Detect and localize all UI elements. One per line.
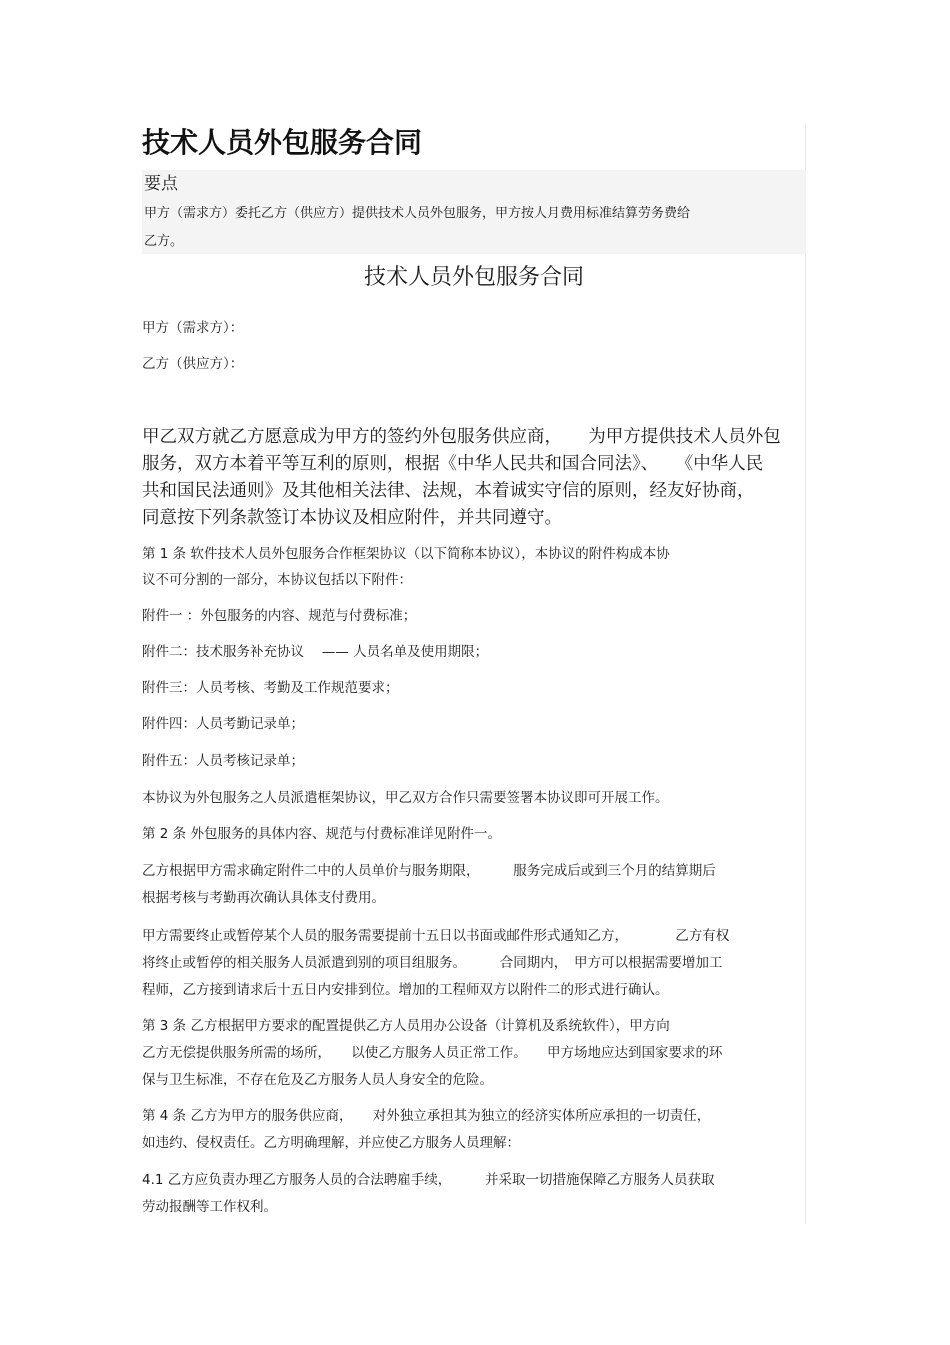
preamble-line: 同意按下列条款签订本协议及相应附件，并共同遵守。	[142, 508, 562, 528]
termination-line: 程师，乙方接到请求后十五日内安排到位。增加的工程师双方以附件二的形式进行确认。	[142, 982, 669, 998]
annex-item: 附件五：人员考核记录单；	[142, 753, 304, 769]
unit-price-line: 乙方根据甲方需求确定附件二中的人员单价与服务期限， 服务完成后或到三个月的结算期后	[142, 863, 716, 879]
termination-line: 将终止或暂停的相关服务人员派遣到别的项目组服务。 合同期内， 甲方可以根据需要增加工	[142, 955, 723, 971]
party-b-label: 乙方（供应方）：	[142, 356, 244, 372]
article-1-line: 第 1 条 软件技术人员外包服务合作框架协议（以下简称本协议），本协议的附件构成本协	[142, 546, 670, 562]
article-3-line: 乙方无偿提供服务所需的场所， 以使乙方服务人员正常工作。 甲方场地应达到国家要求的环	[142, 1045, 723, 1061]
article-3-line: 第 3 条 乙方根据甲方要求的配置提供乙方人员用办公设备（计算机及系统软件），甲方向	[142, 1018, 670, 1034]
party-a-label: 甲方（需求方）：	[142, 320, 244, 336]
summary-heading: 要点	[144, 174, 178, 194]
document-title: 技术人员外包服务合同	[142, 126, 423, 159]
annex-item: 附件三：人员考核、考勤及工作规范要求；	[142, 680, 399, 696]
document-page	[142, 124, 806, 1224]
clause-4-1-line: 4.1 乙方应负责办理乙方服务人员的合法聘雇手续， 并采取一切措施保障乙方服务人员获取	[142, 1172, 715, 1188]
unit-price-line: 根据考核与考勤再次确认具体支付费用。	[142, 890, 385, 906]
summary-line: 甲方（需求方）委托乙方（供应方）提供技术人员外包服务，甲方按人月费用标准结算劳务费给	[144, 206, 691, 221]
summary-line: 乙方。	[144, 234, 184, 249]
clause-4-1-line: 劳动报酬等工作权利。	[142, 1199, 277, 1215]
termination-line: 甲方需要终止或暂停某个人员的服务需要提前十五日以书面或邮件形式通知乙方， 乙方有权	[142, 928, 730, 944]
annex-item: 附件二：技术服务补充协议 —— 人员名单及使用期限；	[142, 644, 489, 660]
contract-title: 技术人员外包服务合同	[363, 265, 584, 290]
article-1-line: 议不可分割的一部分，本协议包括以下附件：	[142, 572, 412, 588]
article-4-line: 第 4 条 乙方为甲方的服务供应商， 对外独立承担其为独立的经济实体所应承担的一切责任，	[142, 1108, 711, 1124]
article-4-line: 如违约、侵权责任。乙方明确理解，并应使乙方服务人员理解：	[142, 1135, 520, 1151]
article-3-line: 保与卫生标准，不存在危及乙方服务人员人身安全的危险。	[142, 1072, 493, 1088]
framework-note: 本协议为外包服务之人员派遣框架协议，甲乙双方合作只需要签署本协议即可开展工作。	[142, 790, 669, 806]
annex-item: 附件四：人员考勤记录单；	[142, 716, 304, 732]
summary-box	[142, 170, 806, 254]
article-2: 第 2 条 外包服务的具体内容、规范与付费标准详见附件一。	[142, 826, 501, 842]
preamble-line: 共和国民法通则》及其他相关法律、法规，本着诚实守信的原则，经友好协商，	[142, 481, 755, 501]
annex-item: 附件一 ：外包服务的内容、规范与付费标准；	[142, 608, 417, 624]
preamble-line: 甲乙双方就乙方愿意成为甲方的签约外包服务供应商， 为甲方提供技术人员外包	[142, 427, 781, 447]
preamble-line: 服务，双方本着平等互利的原则，根据《中华人民共和国合同法》、 《中华人民	[142, 454, 764, 474]
